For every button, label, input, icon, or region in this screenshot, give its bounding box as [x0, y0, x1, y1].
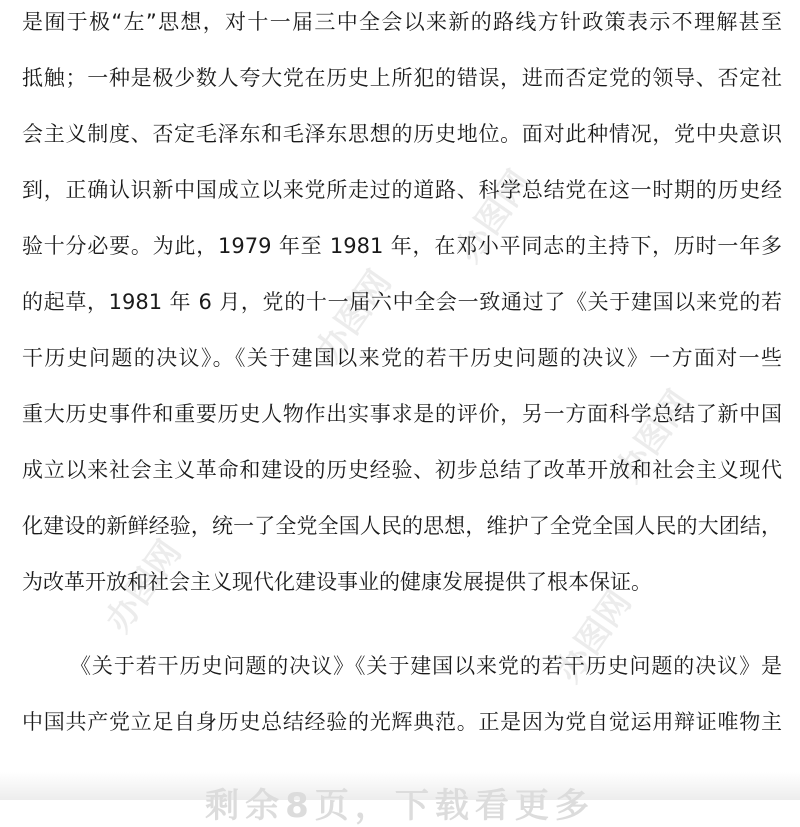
paragraph-line: 到，正确认识新中国成立以来党所走过的道路、科学总结党在这一时期的历史经	[22, 178, 782, 202]
paragraph-line: 《关于若干历史问题的决议》《关于建国以来党的若干历史问题的决议》是	[70, 654, 782, 678]
paragraph-line: 成立以来社会主义革命和建设的历史经验、初步总结了改革开放和社会主义现代	[22, 458, 782, 482]
paragraph-line: 为改革开放和社会主义现代化建设事业的健康发展提供了根本保证。	[22, 570, 652, 594]
paragraph-line: 的起草，1981 年 6 月，党的十一届六中全会一致通过了《关于建国以来党的若	[22, 290, 782, 314]
paragraph-line: 验十分必要。为此，1979 年至 1981 年，在邓小平同志的主持下，历时一年多	[22, 234, 782, 258]
paragraph-line: 重大历史事件和重要历史人物作出实事求是的评价，另一方面科学总结了新中国	[22, 402, 782, 426]
watermark: 办图网	[608, 383, 700, 490]
watermark: 办图网	[98, 533, 190, 640]
read-more-text[interactable]: 剩余8页，下载看更多	[205, 786, 595, 826]
watermark: 办图网	[548, 583, 640, 690]
watermark: 办图网	[448, 163, 540, 270]
paragraph-line: 干历史问题的决议》。《关于建国以来党的若干历史问题的决议》一方面对一些	[22, 346, 782, 370]
paragraph-line: 会主义制度、否定毛泽东和毛泽东思想的历史地位。面对此种情况，党中央意识	[22, 122, 782, 146]
paragraph-line: 抵触；一种是极少数人夸大党在历史上所犯的错误，进而否定党的领导、否定社	[22, 66, 782, 90]
paragraph-line: 是囿于极“左”思想，对十一届三中全会以来新的路线方针政策表示不理解甚至	[22, 10, 782, 34]
watermark: 办图网	[308, 263, 400, 370]
paragraph-line: 化建设的新鲜经验，统一了全党全国人民的思想，维护了全党全国人民的大团结，	[22, 514, 782, 538]
read-more-footer[interactable]	[0, 772, 800, 826]
paragraph-line: 中国共产党立足自身历史总结经验的光辉典范。正是因为党自觉运用辩证唯物主	[22, 710, 782, 734]
